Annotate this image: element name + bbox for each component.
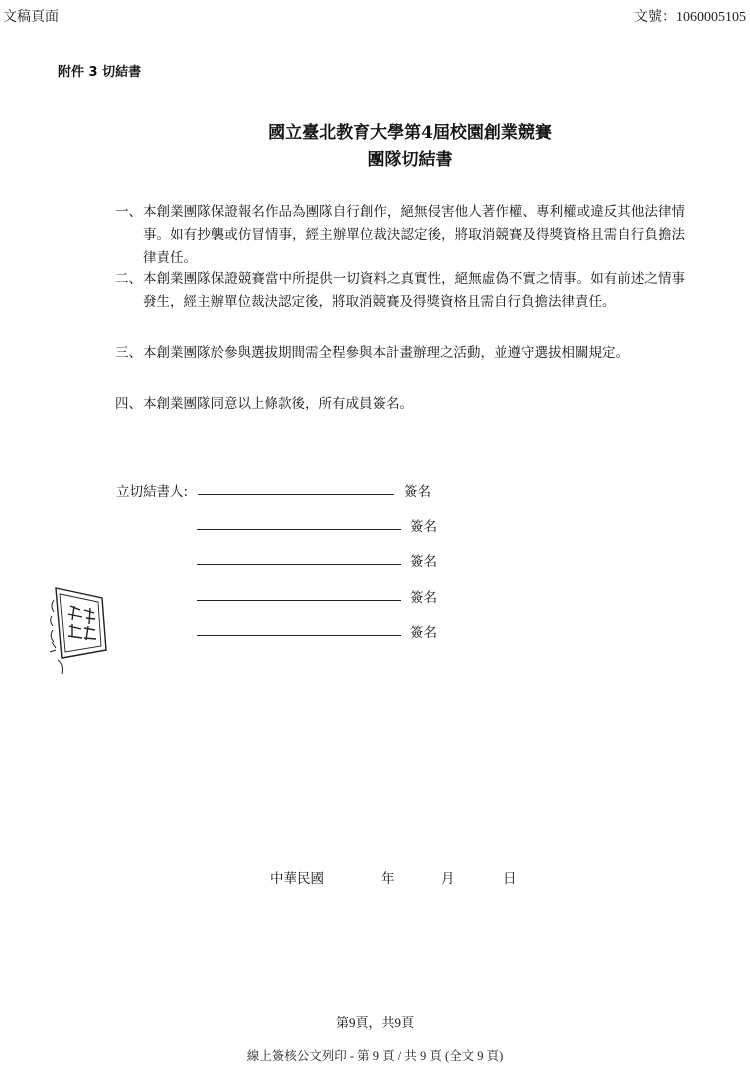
signature-caption: 簽名 [410,554,437,570]
clause-text: 本創業團隊保證競賽當中所提供一切資料之真實性，絕無虛偽不實之情事。如有前述之情事發生，經主辦單位裁決認定後，將取消競賽及得獎資格且需自行負擔法律責任。 [143,271,685,310]
page-number: 第9頁，共9頁 [335,1015,414,1030]
signature-line[interactable] [197,529,401,530]
date-day-label: 日 [503,871,517,887]
clause-1 [115,201,685,270]
signature-line[interactable] [198,494,394,495]
clause-text: 本創業團隊同意以上條款後，所有成員簽名。 [143,396,413,412]
clause-text: 本創業團隊保證報名作品為團隊自行創作，絕無侵害他人著作權、專利權或違反其他法律情事。如有抄襲或仿冒情事，經主辦單位裁決認定後，將取消競賽及得獎資格且需自行負擔法律責任。 [143,204,685,266]
clause-number: 一、 [115,204,142,220]
signature-caption: 簽名 [404,484,431,500]
seal-stamp-icon [44,580,114,680]
document-number [634,6,746,26]
attachment-label: 附件 3 切結書 [58,65,142,80]
signature-line[interactable] [197,564,401,565]
clause-number: 三、 [115,345,142,361]
pledger-label: 立切結書人: [116,484,189,500]
document-number-value: 1060005105 [676,10,746,25]
signature-row [197,621,457,641]
header-left-label: 文稿頁面 [3,9,59,25]
date-month-label: 月 [441,871,455,887]
date-year-label: 年 [381,871,395,887]
signature-row [197,515,457,535]
signature-caption: 簽名 [410,590,437,606]
clause-number: 四、 [115,396,142,412]
clause-text: 本創業團隊於參與選拔期間需全程參與本計畫辦理之活動，並遵守選拔相關規定。 [143,345,629,361]
clause-3 [115,342,685,365]
signature-caption: 簽名 [410,625,437,641]
signature-row [197,550,457,570]
document-subtitle: 團隊切結書 [367,150,453,170]
clause-4 [115,393,685,416]
clause-number: 二、 [115,271,142,287]
pledger-signature-row [116,480,456,500]
document-number-label: 文號： [634,9,676,25]
document-title: 國立臺北教育大學第4屆校園創業競賽 [268,123,552,143]
signature-row [197,586,457,606]
signature-caption: 簽名 [410,519,437,535]
signature-line[interactable] [197,600,401,601]
clause-2 [115,268,685,314]
print-footer: 線上簽核公文列印 - 第 9 頁 / 共 9 頁 (全文 9 頁) [246,1049,504,1063]
date-era: 中華民國 [270,871,324,887]
signature-line[interactable] [197,635,401,636]
